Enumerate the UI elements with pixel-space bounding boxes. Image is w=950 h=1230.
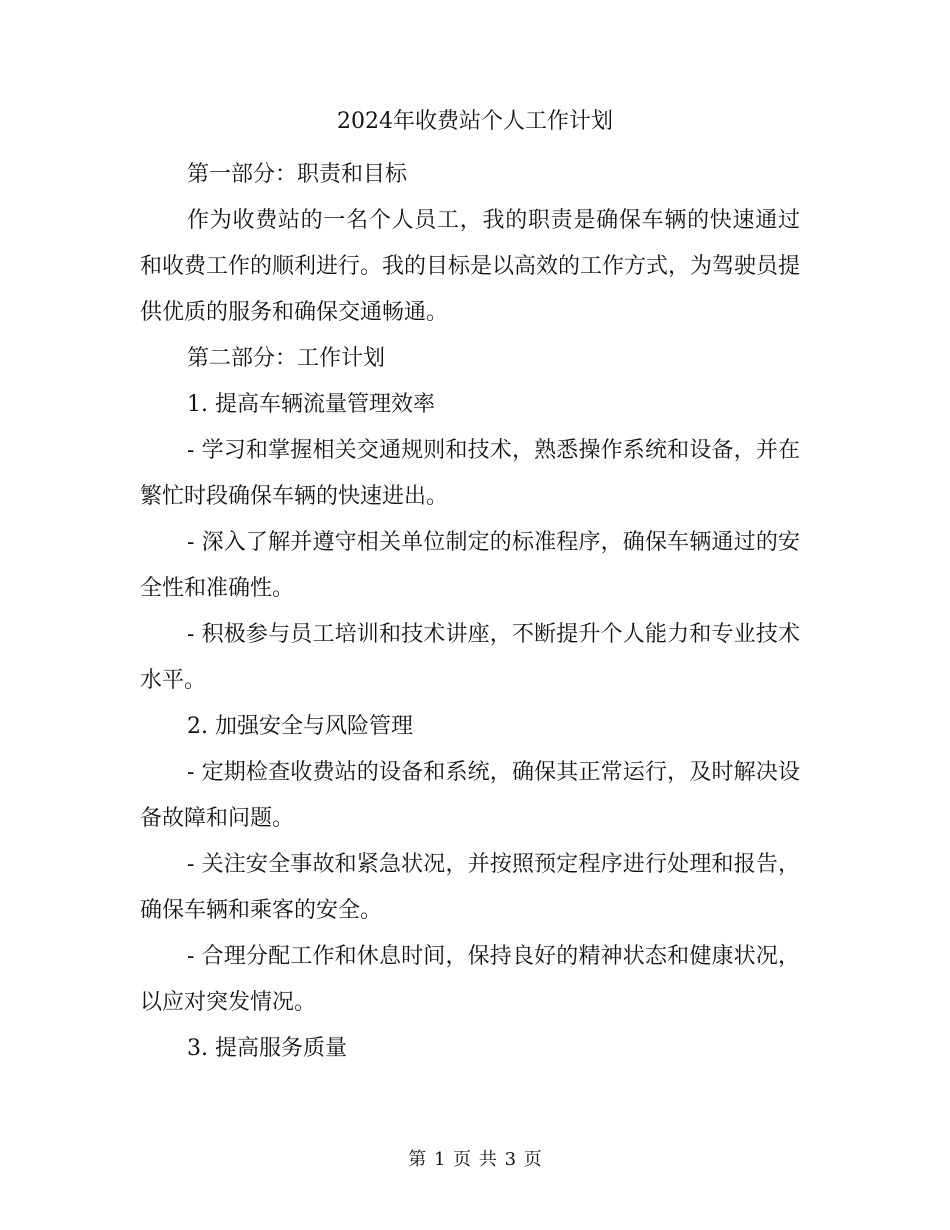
item-heading-service-quality: 3. 提高服务质量 <box>187 1036 347 1061</box>
document-body <box>140 152 800 1072</box>
bullet-paragraph: - 合理分配工作和休息时间，保持良好的精神状态和健康状况，以应对突发情况。 <box>140 944 800 1015</box>
bullet-paragraph: - 学习和掌握相关交通规则和技术，熟悉操作系统和设备，并在繁忙时段确保车辆的快速进出。 <box>140 438 800 509</box>
item-heading-traffic-efficiency: 1. 提高车辆流量管理效率 <box>187 392 435 417</box>
bullet-paragraph: - 积极参与员工培训和技术讲座，不断提升个人能力和专业技术水平。 <box>140 622 800 693</box>
bullet-paragraph: - 深入了解并遵守相关单位制定的标准程序，确保车辆通过的安全性和准确性。 <box>140 530 800 601</box>
section-heading-responsibilities: 第一部分：职责和目标 <box>187 162 408 187</box>
paragraph-responsibilities: 作为收费站的一名个人员工，我的职责是确保车辆的快速通过和收费工作的顺利进行。我的目标是以高效的工作方式，为驾驶员提供优质的服务和确保交通畅通。 <box>140 208 801 325</box>
bullet-paragraph: - 关注安全事故和紧急状况，并按照预定程序进行处理和报告，确保车辆和乘客的安全。 <box>140 852 800 923</box>
section-heading-work-plan: 第二部分：工作计划 <box>187 346 386 371</box>
page-footer: 第 1 页 共 3 页 <box>408 1149 542 1170</box>
item-heading-safety: 2. 加强安全与风险管理 <box>187 714 413 739</box>
bullet-paragraph: - 定期检查收费站的设备和系统，确保其正常运行，及时解决设备故障和问题。 <box>140 760 800 831</box>
document-title: 2024年收费站个人工作计划 <box>337 109 613 134</box>
